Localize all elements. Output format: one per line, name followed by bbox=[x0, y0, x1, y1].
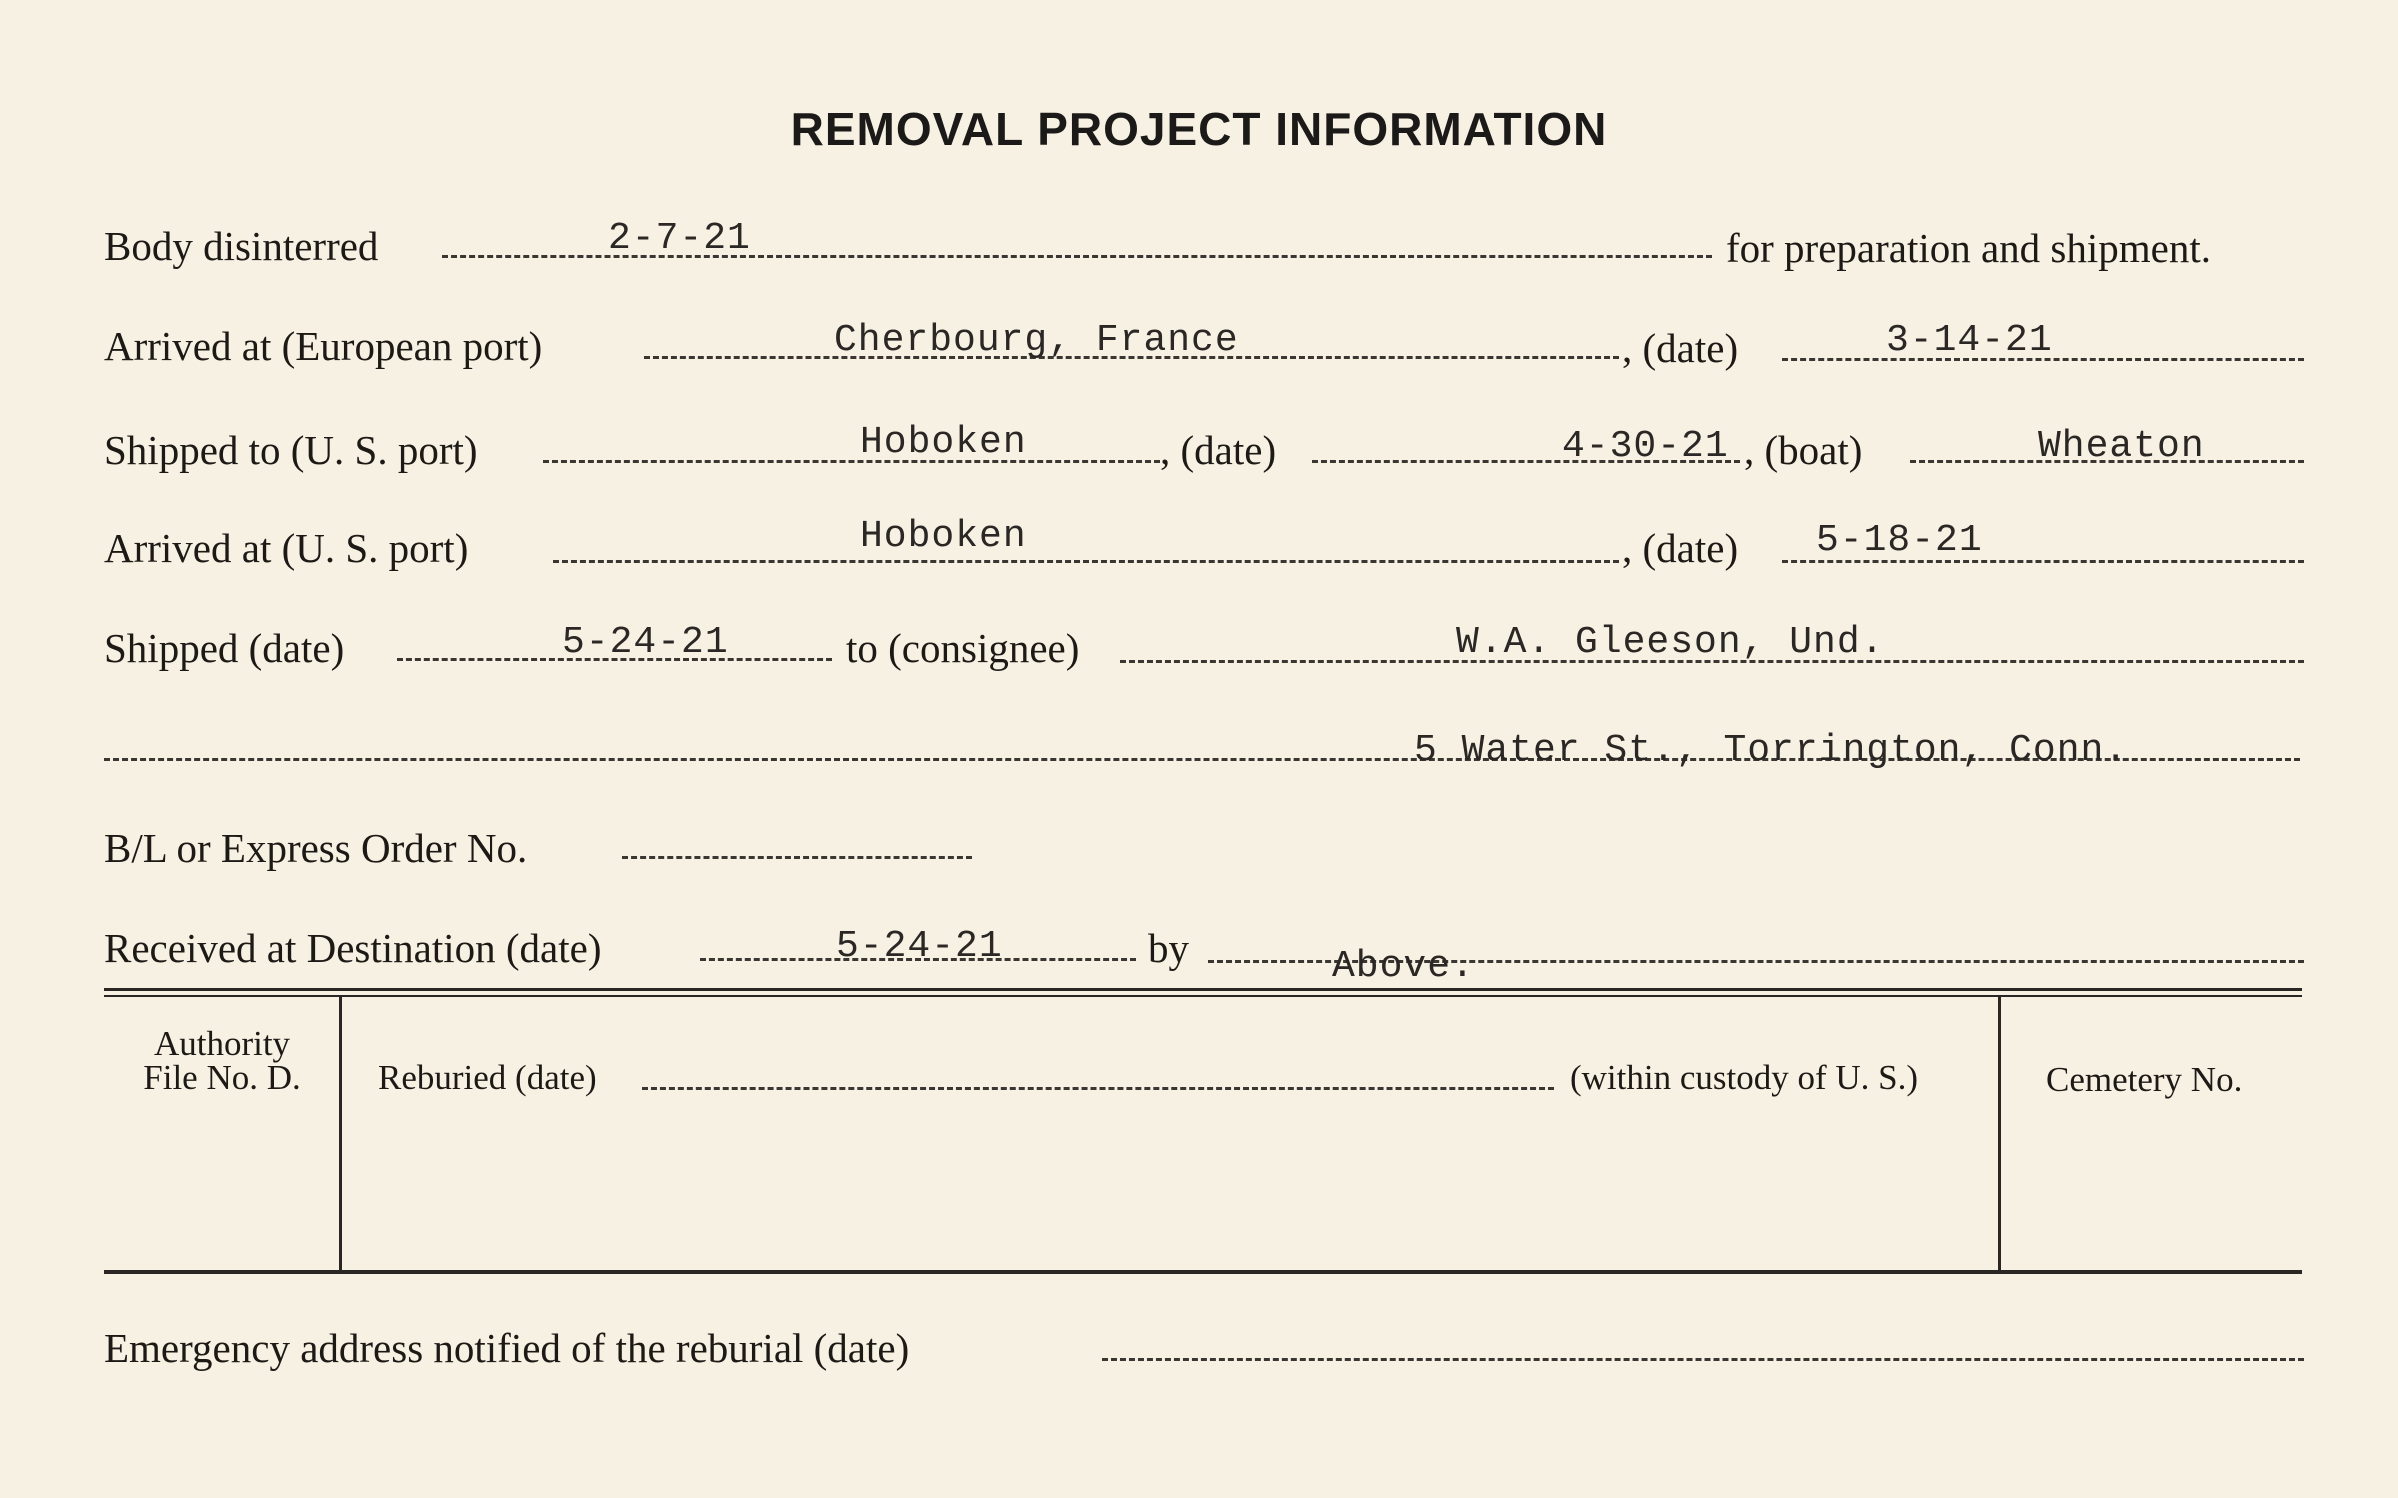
received-by-label: by bbox=[1148, 925, 1189, 971]
received-label: Received at Destination (date) bbox=[104, 925, 602, 971]
table-bottom-rule bbox=[104, 1270, 2302, 1274]
received-by: Above. bbox=[1332, 945, 1475, 988]
arrived-us-port-line bbox=[553, 560, 1619, 563]
shipped-us-date: 4-30-21 bbox=[1562, 425, 1729, 468]
emergency-label: Emergency address notified of the reburial (date) bbox=[104, 1325, 910, 1371]
shipped-us-label: Shipped to (U. S. port) bbox=[104, 427, 478, 473]
arrived-us-date: 5-18-21 bbox=[1816, 519, 1983, 562]
arrived-european-date-label: , (date) bbox=[1622, 325, 1739, 371]
reburied-line bbox=[642, 1087, 1554, 1090]
shipped-us-date-label: , (date) bbox=[1160, 427, 1277, 473]
form-title: REMOVAL PROJECT INFORMATION bbox=[790, 103, 1608, 155]
emergency-line bbox=[1102, 1358, 2304, 1361]
shipped-us-boat-label: , (boat) bbox=[1744, 427, 1863, 473]
consignee-address: 5 Water St., Torrington, Conn. bbox=[1414, 729, 2129, 772]
body-disinterred-label: Body disinterred bbox=[104, 223, 379, 269]
table-divider-right bbox=[1998, 996, 2001, 1270]
arrived-european-label: Arrived at (European port) bbox=[104, 323, 543, 369]
bl-order-line bbox=[622, 856, 972, 859]
reburied-label: Reburied (date) bbox=[378, 1058, 597, 1097]
body-disinterred-suffix: for preparation and shipment. bbox=[1726, 225, 2212, 271]
consignee-name: W.A. Gleeson, Und. bbox=[1456, 621, 1885, 664]
arrived-us-date-label: , (date) bbox=[1622, 525, 1739, 571]
received-date: 5-24-21 bbox=[836, 925, 1003, 968]
authority-label-line1: Authority bbox=[153, 1024, 291, 1063]
table-top-rule bbox=[104, 988, 2302, 991]
arrived-european-port: Cherbourg, France bbox=[834, 319, 1239, 362]
shipped-us-boat: Wheaton bbox=[2038, 425, 2205, 468]
custody-label: (within custody of U. S.) bbox=[1570, 1058, 1919, 1097]
shipped-us-port: Hoboken bbox=[860, 421, 1027, 464]
consignee-label: to (consignee) bbox=[846, 625, 1080, 671]
bl-order-label: B/L or Express Order No. bbox=[104, 825, 528, 871]
shipped-us-port-line bbox=[543, 460, 1160, 463]
table-top-rule-inner bbox=[104, 995, 2302, 997]
cemetery-label: Cemetery No. bbox=[2046, 1060, 2243, 1099]
body-disinterred-value: 2-7-21 bbox=[608, 217, 751, 260]
arrived-european-date: 3-14-21 bbox=[1886, 319, 2053, 362]
shipped-date: 5-24-21 bbox=[562, 621, 729, 664]
arrived-us-port: Hoboken bbox=[860, 515, 1027, 558]
shipped-date-label: Shipped (date) bbox=[104, 625, 345, 671]
authority-label-line2: File No. D. bbox=[143, 1058, 301, 1097]
arrived-us-label: Arrived at (U. S. port) bbox=[104, 525, 469, 571]
